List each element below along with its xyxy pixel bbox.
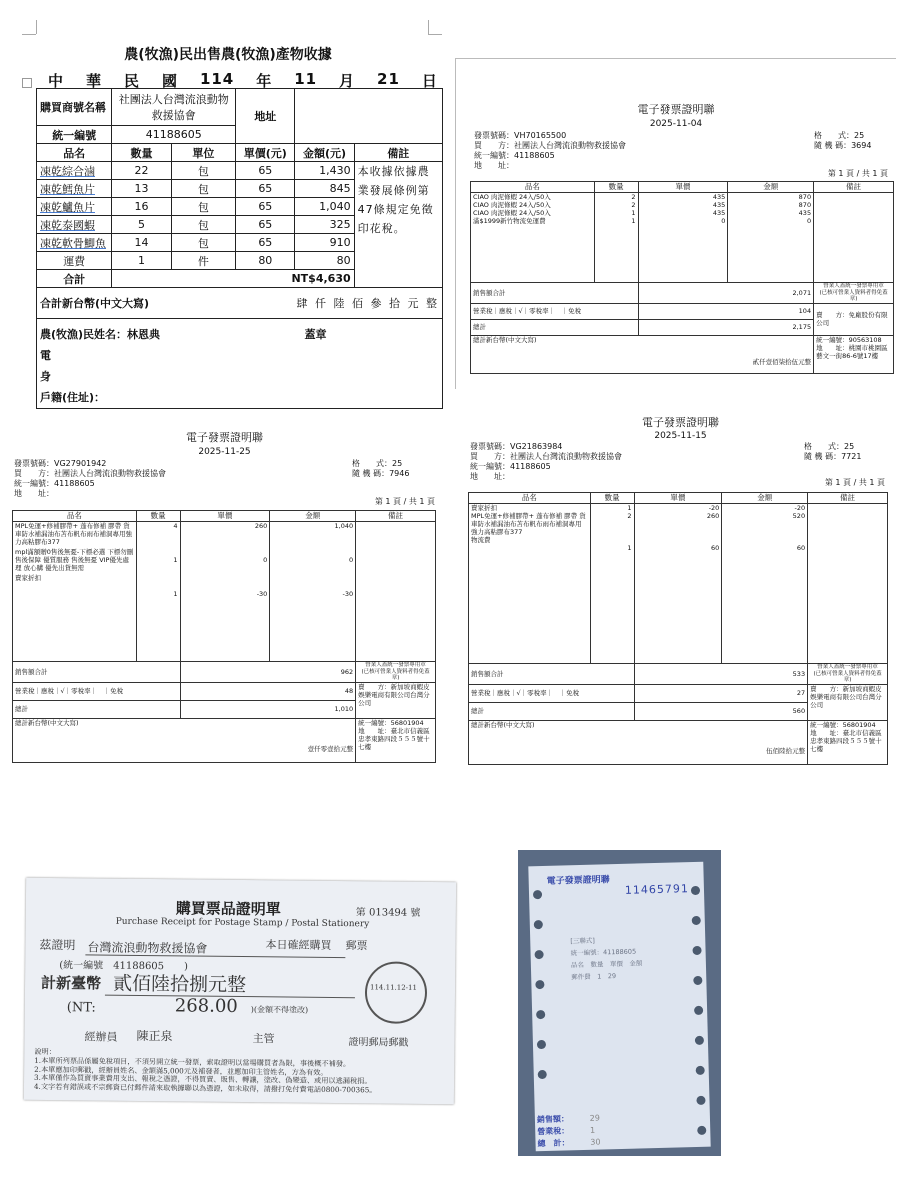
item-unit: 包 xyxy=(171,162,236,180)
chinese-total-cell: 總計新台幣(中文大寫) 貳仟壹佰柒拾伍元整 xyxy=(471,335,814,373)
phone-label: 電 xyxy=(40,349,51,362)
tax-amount: 27 xyxy=(634,684,808,702)
invoice-date: 2025-11-25 xyxy=(198,447,251,457)
perforation-hole-icon xyxy=(696,1066,705,1075)
postage-title: 購買票品證明單 xyxy=(175,899,281,919)
item-qty: 13 xyxy=(112,180,171,198)
perforation-hole-icon xyxy=(534,950,543,959)
nt-note: )(金額不得塗改) xyxy=(250,1005,309,1015)
item-unit: 包 xyxy=(171,198,236,216)
perforation-hole-icon xyxy=(696,1096,705,1105)
seal-label: 蓋章 xyxy=(304,328,327,341)
item-unit: 包 xyxy=(171,234,236,252)
col-header: 金額 xyxy=(722,493,808,504)
invoice-meta-right: 格 式：25 隨 機 碼：7946 xyxy=(352,459,410,478)
col-header: 數量 xyxy=(112,144,171,162)
receipt-date: 中 華 民 國 114 年 11 月 21 日 xyxy=(48,70,438,90)
item-price: 65 xyxy=(236,198,295,216)
total-amount: 1,010 xyxy=(180,700,356,718)
total-amount: 560 xyxy=(634,702,808,720)
nt-label: (NT: xyxy=(66,1000,96,1016)
tax-id-line: (統一編號 41188605 ) xyxy=(59,960,189,973)
domicile-label: 戶籍(住址)： xyxy=(40,391,106,404)
seal-note: 營業人蓋統一發票專用章 (已核可營業人資料者得免蓋章) xyxy=(356,662,436,683)
invoice-table: 品名 數量 單價 金額 備註 MPL免運+修補膠帶+ 蓬布修補 膠帶 貨車防水補漏油布苫布帆布雨布補洞專用強力高粘膠布377 mpl滿額贈0售後無憂-下標必選 下標勿刪 售後保障 優質服務 售後無憂 VIP優先處理 放心購 優先出貨無需 賣家折扣 4 1 1 260 0 -30 1,040 0 -30 銷售額合計 962 營業人蓋統一發票專用章 (已核可營業人資料者得免蓋章) 營業稅｜應稅｜√｜零稅率｜ ｜免稅 48 賣 方：新加坡商蝦皮娛樂電商有限公司台灣分公司 總計 1,010 總計新台幣(中文大寫) 壹仟零壹拾元整 統一編號：56801904 地 址：臺北市信義區忠孝東路四段５５５號十七樓 xyxy=(12,510,436,763)
table-row: 賣家折扣 MPL免運+修補膠帶+ 蓬布修補 膠帶 貨車防水補漏油布苫布帆布雨布補洞專用強力高粘膠布377 物流費 1 2 1 -20 260 60 -20 520 60 xyxy=(469,504,888,664)
seller-block xyxy=(37,319,443,409)
col-header: 品名 xyxy=(469,493,591,504)
corner-marker xyxy=(428,34,442,35)
address-label: 地址 xyxy=(236,89,295,144)
thermal-number: 11465791 xyxy=(624,882,690,897)
amount-label: 計新臺幣 xyxy=(40,973,102,993)
seal-note: 營業人蓋統一發票專用章 (已核可營業人資料者得免蓋章) xyxy=(814,283,894,304)
corner-marker xyxy=(36,20,37,34)
amount-words: 貳佰陸拾捌元整 xyxy=(112,972,247,997)
tax-row: 營業稅｜應稅｜√｜零稅率｜ ｜免稅 xyxy=(13,682,181,700)
seller-name: 賣 方：新加坡商蝦皮娛樂電商有限公司台灣分公司 xyxy=(356,682,436,718)
perforation-hole-icon xyxy=(695,1036,704,1045)
chinese-total: 肆 仟 陸 佰 參 拾 元 整 xyxy=(296,297,439,310)
buyer-name: 台灣流浪動物救援協會 xyxy=(87,940,208,956)
col-header: 單價 xyxy=(634,493,722,504)
office-label: 證明郵局郵戳 xyxy=(348,1037,409,1049)
col-header: 數量 xyxy=(590,493,634,504)
chinese-total-cell: 總計新台幣(中文大寫) 伍佰陸拾元整 xyxy=(469,720,808,764)
thermal-lines: [三聯式] 統一編號：41188605 品名 數量 單價 金額 郵件費 1 29 xyxy=(570,936,643,982)
e-invoice-b xyxy=(12,425,437,770)
item-price: 65 xyxy=(236,162,295,180)
postage-subtitle: Purchase Receipt for Postage Stamp / Postal Stationery xyxy=(115,916,370,930)
total-label: 總計 xyxy=(471,319,639,335)
invoice-table: 品名 數量 單價 金額 備註 CIAO 肉泥條蝦 24入/50入 CIAO 肉泥條蝦 24入/50入 CIAO 肉泥條蝦 24入/50入 滿$1999新竹物流免運費 2 2 1 1 435 435 435 0 870 870 435 0 銷售額合計 2,071 營業人蓋統一發票專用章 (已核可營業人資料者得免蓋章) 營業稅｜應稅｜√｜零稅率｜ ｜免稅 104 賣 方：免廠股份有限公司 總計 2,175 總計新台幣(中文大寫) 貳仟壹佰柒拾伍元整 統一編號：90563108 地 址：桃園市桃園區藝文一街86-6號17樓 xyxy=(470,181,894,374)
item-qty: 5 xyxy=(112,216,171,234)
invoice-title: 電子發票證明聯 xyxy=(186,431,263,444)
page-indicator: 第 1 頁 / 共 1 頁 xyxy=(824,478,885,487)
invoice-meta: 發票號碼：VH70165500 買 方：社團法人台灣流浪動物救援協會 統一編號：41188605 地 址： xyxy=(474,131,626,170)
col-header: 金額(元) xyxy=(295,144,354,162)
item-qty: 1 xyxy=(112,252,171,270)
tax-row: 營業稅｜應稅｜√｜零稅率｜ ｜免稅 xyxy=(471,303,639,319)
perforation-hole-icon xyxy=(697,1126,706,1135)
item-amount: 325 xyxy=(295,216,354,234)
supervisor-label: 主管 xyxy=(252,1032,275,1046)
item-unit: 包 xyxy=(171,216,236,234)
invoice-meta-right: 格 式：25 隨 機 碼：7721 xyxy=(804,442,862,461)
col-header: 單價 xyxy=(180,511,270,522)
col-header: 備註 xyxy=(356,511,436,522)
perforation-hole-icon xyxy=(694,1006,703,1015)
sales-amount: 962 xyxy=(180,662,356,683)
page-indicator: 第 1 頁 / 共 1 頁 xyxy=(827,169,888,178)
serial-number: 第 013494 號 xyxy=(355,907,421,919)
tax-amount: 104 xyxy=(638,303,814,319)
col-header: 金額 xyxy=(728,182,814,193)
item-amount: 910 xyxy=(295,234,354,252)
sales-label: 銷售額合計 xyxy=(469,664,635,685)
id-label: 身 xyxy=(40,370,51,383)
perforation-hole-icon xyxy=(693,976,702,985)
seller-name: 賣 方：免廠股份有限公司 xyxy=(814,303,894,335)
item-name: 凍乾泰國蝦 xyxy=(37,216,112,234)
item-unit: 包 xyxy=(171,180,236,198)
tax-id-value: 41188605 xyxy=(112,126,236,144)
bought-label: 本日確經購買 xyxy=(265,938,332,952)
col-header: 品名 xyxy=(471,182,595,193)
seller-name: 農(牧漁)民姓名：林恩典 xyxy=(40,328,161,341)
item-amount: 1,040 xyxy=(295,198,354,216)
invoice-table: 品名 數量 單價 金額 備註 賣家折扣 MPL免運+修補膠帶+ 蓬布修補 膠帶 貨車防水補漏油布苫布帆布雨布補洞專用強力高粘膠布377 物流費 1 2 1 -20 260 60 -20 520 60 銷售額合計 533 營業人蓋統一發票專用章 (已核可營業人資料者得免蓋章) 營業稅｜應稅｜√｜零稅率｜ ｜免稅 27 賣 方：新加坡商蝦皮娛樂電商有限公司台灣分公司 總計 560 總計新台幣(中文大寫) 伍佰陸拾元整 統一編號：56801904 地 址：臺北市信義區忠孝東路四段５５５號十七樓 xyxy=(468,492,888,765)
col-header: 品名 xyxy=(37,144,112,162)
col-header: 數量 xyxy=(136,511,180,522)
invoice-title: 電子發票證明聯 xyxy=(642,416,719,429)
corner-marker xyxy=(428,20,429,34)
sales-label: 銷售額合計 xyxy=(13,662,181,683)
perforation-hole-icon xyxy=(692,916,701,925)
total-amount: NT$4,630 xyxy=(112,270,354,288)
perforation-hole-icon xyxy=(538,1070,547,1079)
postage-notes: 說明： 1.本單所列票品係屬免稅項目，不須另開立統一發票，索取證明以當場購買者為限，事後概不補發。 2.本單應加印郵戳，經辦員姓名、金額滿5,000元及補發者，並應加印主管姓名，方為有效。 3.本單僅作為買賣事業費用支出、報稅之憑證，不得買賣、販售、轉讓，塗改、偽變造、或用以逃漏稅捐。 4.文字若有錯誤或不宗郵資已付郵件請來取執據聯以為憑證，如未取得，請撥打免付費電話0800-700365。 xyxy=(33,1046,377,1095)
perforation-hole-icon xyxy=(692,946,701,955)
item-amount: 845 xyxy=(295,180,354,198)
col-header: 單價 xyxy=(638,182,728,193)
perforation-hole-icon xyxy=(537,1040,546,1049)
postage-purchase-receipt xyxy=(24,878,456,1104)
item-name: 凍乾綜合滷 xyxy=(37,162,112,180)
tax-amount: 48 xyxy=(180,682,356,700)
perforation-hole-icon xyxy=(533,890,542,899)
receipt-note: 本收據依據農業發展條例第47條規定免徵印花稅。 xyxy=(354,162,442,288)
stamp-text: 114.11.12-11 xyxy=(370,983,417,992)
col-header: 備註 xyxy=(808,493,888,504)
certify-label: 茲證明 xyxy=(39,937,76,953)
invoice-meta-right: 格 式：25 隨 機 碼：3694 xyxy=(814,131,872,150)
item-qty: 14 xyxy=(112,234,171,252)
sales-amount: 533 xyxy=(634,664,808,685)
sales-amount: 2,071 xyxy=(638,283,814,304)
sales-label: 銷售額合計 xyxy=(471,283,639,304)
thermal-header: 電子發票證明聯 xyxy=(546,875,610,887)
nt-amount: 268.00 xyxy=(174,995,238,1017)
invoice-date: 2025-11-04 xyxy=(649,119,703,129)
e-invoice-a xyxy=(455,58,896,389)
item-name: 凍乾鱈魚片 xyxy=(37,180,112,198)
chinese-total-label: 合計新台幣(中文大寫) xyxy=(40,297,150,310)
receipt-title: 農(牧漁)民出售農(牧漁)產物收據 xyxy=(124,47,332,63)
item-name: 凍乾軟骨鯽魚 xyxy=(37,234,112,252)
buyer-label: 購買商號名稱 xyxy=(37,89,112,126)
total-label: 合計 xyxy=(37,270,112,288)
item-name: 凍乾鱸魚片 xyxy=(37,198,112,216)
item-qty: 22 xyxy=(112,162,171,180)
handler-label: 經辦員 xyxy=(84,1030,118,1044)
invoice-title: 電子發票證明聯 xyxy=(637,103,715,116)
col-header: 金額 xyxy=(270,511,356,522)
item-price: 65 xyxy=(236,180,295,198)
col-header: 備註 xyxy=(354,144,442,162)
perforation-hole-icon xyxy=(691,886,700,895)
total-label: 總計 xyxy=(13,700,181,718)
receipt-table xyxy=(36,88,443,409)
thermal-receipt-photo xyxy=(518,850,721,1156)
thermal-totals: 銷售額： 29 營業稅： 1 總 計： 30 xyxy=(536,1113,601,1149)
col-header: 備註 xyxy=(814,182,894,193)
chinese-total-cell: 總計新台幣(中文大寫) 壹仟零壹拾元整 xyxy=(13,718,356,762)
total-label: 總計 xyxy=(469,702,635,720)
table-row xyxy=(37,162,443,180)
farm-produce-receipt xyxy=(8,20,448,415)
item-unit: 件 xyxy=(171,252,236,270)
page-indicator: 第 1 頁 / 共 1 頁 xyxy=(374,497,435,506)
item-price: 65 xyxy=(236,234,295,252)
receipt-paper xyxy=(528,862,710,1151)
item-price: 80 xyxy=(236,252,295,270)
perforation-hole-icon xyxy=(534,920,543,929)
col-header: 單價(元) xyxy=(236,144,295,162)
table-anchor-icon[interactable] xyxy=(22,78,32,88)
invoice-date: 2025-11-15 xyxy=(654,431,707,441)
seller-name: 賣 方：新加坡商蝦皮娛樂電商有限公司台灣分公司 xyxy=(808,684,888,720)
item-amount: 80 xyxy=(295,252,354,270)
table-row: MPL免運+修補膠帶+ 蓬布修補 膠帶 貨車防水補漏油布苫布帆布雨布補洞專用強力高粘膠布377 mpl滿額贈0售後無憂-下標必選 下標勿刪 售後保障 優質服務 售後無憂 VIP優先處理 放心購 優先出貨無需 賣家折扣 4 1 1 260 0 -30 1,040 0 -30 xyxy=(13,522,436,662)
tax-row: 營業稅｜應稅｜√｜零稅率｜ ｜免稅 xyxy=(469,684,635,702)
tax-id-label: 統一編號 xyxy=(37,126,112,144)
total-amount: 2,175 xyxy=(638,319,814,335)
perforation-hole-icon xyxy=(535,980,544,989)
buyer-name: 社團法人台灣流浪動物救援協會 xyxy=(112,89,236,126)
corner-marker xyxy=(22,34,36,35)
col-header: 單位 xyxy=(171,144,236,162)
chinese-total-row xyxy=(37,288,443,319)
e-invoice-c xyxy=(468,410,893,772)
invoice-meta: 發票號碼：VG27901942 買 方：社團法人台灣流浪動物救援協會 統一編號：41188605 地 址： xyxy=(14,459,166,498)
item-qty: 16 xyxy=(112,198,171,216)
col-header: 品名 xyxy=(13,511,137,522)
handler-name: 陳正泉 xyxy=(136,1028,173,1044)
item-amount: 1,430 xyxy=(295,162,354,180)
item-name: 運費 xyxy=(37,252,112,270)
perforation-hole-icon xyxy=(536,1010,545,1019)
invoice-meta: 發票號碼：VG21863984 買 方：社團法人台灣流浪動物救援協會 統一編號：41188605 地 址： xyxy=(470,442,622,481)
col-header: 數量 xyxy=(594,182,638,193)
postmark-stamp-icon xyxy=(365,961,428,1024)
item-price: 65 xyxy=(236,216,295,234)
item-name: 郵票 xyxy=(345,939,368,953)
address-value xyxy=(295,89,443,144)
table-row: CIAO 肉泥條蝦 24入/50入 CIAO 肉泥條蝦 24入/50入 CIAO 肉泥條蝦 24入/50入 滿$1999新竹物流免運費 2 2 1 1 435 435 435 0 870 870 435 0 xyxy=(471,193,894,283)
seal-note: 營業人蓋統一發票專用章 (已核可營業人資料者得免蓋章) xyxy=(808,664,888,685)
